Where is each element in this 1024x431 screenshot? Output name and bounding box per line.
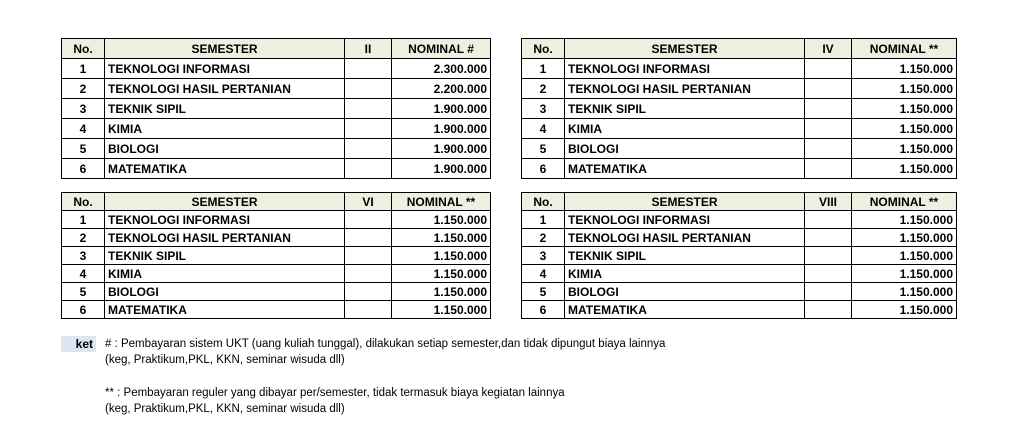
row-program: BIOLOGI [105,283,345,301]
row-program: KIMIA [105,265,345,283]
row-no: 4 [62,265,105,283]
row-no: 6 [522,159,565,179]
row-no: 5 [522,139,565,159]
row-no: 3 [62,99,105,119]
row-program: BIOLOGI [105,139,345,159]
fee-table-semester-viii [521,192,957,319]
header-semester-number: VIII [805,193,852,211]
table-row [62,265,491,283]
row-nominal: 1.150.000 [852,139,957,159]
row-nominal: 2.300.000 [392,59,491,79]
table-row [62,159,491,179]
table-row [522,229,957,247]
table-row [522,159,957,179]
row-nominal: 1.900.000 [392,139,491,159]
row-program: TEKNOLOGI INFORMASI [105,211,345,229]
row-nominal: 1.150.000 [392,301,491,319]
row-no: 1 [62,211,105,229]
row-program: MATEMATIKA [565,159,805,179]
row-program: TEKNOLOGI HASIL PERTANIAN [105,229,345,247]
row-nominal: 1.150.000 [852,229,957,247]
table-row [522,59,957,79]
row-program: KIMIA [105,119,345,139]
row-program: TEKNIK SIPIL [565,247,805,265]
table-header-row [522,193,957,211]
table-row [62,139,491,159]
table-row [62,229,491,247]
header-semester: SEMESTER [565,193,805,211]
row-program: MATEMATIKA [105,301,345,319]
row-program: KIMIA [565,265,805,283]
row-nominal: 1.150.000 [852,247,957,265]
row-empty-cell [345,159,392,179]
row-empty-cell [805,265,852,283]
row-no: 1 [522,59,565,79]
table-row [62,247,491,265]
row-empty-cell [805,79,852,99]
fee-table-semester-iv [521,38,957,179]
row-program: TEKNIK SIPIL [105,247,345,265]
row-program: TEKNOLOGI INFORMASI [565,211,805,229]
row-nominal: 1.150.000 [852,283,957,301]
row-nominal: 1.150.000 [852,119,957,139]
row-nominal: 1.150.000 [852,79,957,99]
table-row [522,247,957,265]
row-empty-cell [805,301,852,319]
table-row [522,139,957,159]
ket-label: ket [61,336,96,352]
table-row [62,211,491,229]
row-nominal: 1.150.000 [852,265,957,283]
table-row [62,59,491,79]
header-nominal: NOMINAL ** [392,193,491,211]
row-empty-cell [805,139,852,159]
table-header-row [62,39,491,59]
row-no: 3 [522,247,565,265]
row-empty-cell [345,59,392,79]
header-no: No. [62,193,105,211]
header-semester: SEMESTER [105,193,345,211]
row-empty-cell [345,283,392,301]
row-program: TEKNOLOGI INFORMASI [105,59,345,79]
row-program: TEKNOLOGI HASIL PERTANIAN [565,79,805,99]
header-semester-number: II [345,39,392,59]
row-empty-cell [805,59,852,79]
row-program: BIOLOGI [565,283,805,301]
row-empty-cell [805,247,852,265]
header-semester: SEMESTER [565,39,805,59]
row-nominal: 1.150.000 [392,283,491,301]
header-no: No. [62,39,105,59]
note-reguler-line2: (keg, Praktikum,PKL, KKN, seminar wisuda dll) [105,403,345,415]
row-nominal: 1.900.000 [392,99,491,119]
row-no: 5 [522,283,565,301]
row-empty-cell [345,301,392,319]
row-nominal: 2.200.000 [392,79,491,99]
row-program: TEKNOLOGI INFORMASI [565,59,805,79]
row-no: 2 [62,79,105,99]
row-nominal: 1.150.000 [852,99,957,119]
header-nominal: NOMINAL # [392,39,491,59]
row-no: 5 [62,283,105,301]
row-empty-cell [345,211,392,229]
row-empty-cell [805,229,852,247]
note-reguler-line1: ** : Pembayaran reguler yang dibayar per/semester, tidak termasuk biaya kegiatan lainnya [105,387,565,399]
table-row [522,99,957,119]
row-empty-cell [805,159,852,179]
header-no: No. [522,193,565,211]
note-ukt-line1: # : Pembayaran sistem UKT (uang kuliah tunggal), dilakukan setiap semester,dan tidak dipungut biaya lainnya [105,338,666,350]
row-nominal: 1.150.000 [392,229,491,247]
table-row [522,79,957,99]
table-row [62,99,491,119]
row-empty-cell [345,79,392,99]
row-no: 6 [62,301,105,319]
row-empty-cell [805,119,852,139]
table-row [522,301,957,319]
row-nominal: 1.150.000 [852,301,957,319]
row-empty-cell [345,119,392,139]
row-program: KIMIA [565,119,805,139]
row-no: 3 [522,99,565,119]
header-nominal: NOMINAL ** [852,193,957,211]
table-row [522,265,957,283]
row-no: 4 [62,119,105,139]
row-program: MATEMATIKA [105,159,345,179]
row-nominal: 1.150.000 [852,159,957,179]
table-row [62,283,491,301]
table-header-row [62,193,491,211]
row-no: 4 [522,265,565,283]
row-program: TEKNIK SIPIL [565,99,805,119]
row-empty-cell [805,99,852,119]
row-program: TEKNIK SIPIL [105,99,345,119]
row-no: 1 [522,211,565,229]
fee-table-semester-vi [61,192,491,319]
header-no: No. [522,39,565,59]
header-semester-number: IV [805,39,852,59]
row-nominal: 1.150.000 [392,265,491,283]
note-reguler [105,385,565,417]
row-nominal: 1.900.000 [392,119,491,139]
table-row [522,283,957,301]
row-no: 5 [62,139,105,159]
note-ukt [105,336,665,368]
row-program: TEKNOLOGI HASIL PERTANIAN [105,79,345,99]
row-empty-cell [805,283,852,301]
row-no: 6 [522,301,565,319]
table-row [522,211,957,229]
row-program: MATEMATIKA [565,301,805,319]
row-program: TEKNOLOGI HASIL PERTANIAN [565,229,805,247]
row-no: 6 [62,159,105,179]
table-row [522,119,957,139]
header-semester-number: VI [345,193,392,211]
row-no: 2 [522,229,565,247]
row-nominal: 1.900.000 [392,159,491,179]
row-empty-cell [345,229,392,247]
row-empty-cell [345,99,392,119]
row-no: 4 [522,119,565,139]
row-no: 1 [62,59,105,79]
row-nominal: 1.150.000 [392,247,491,265]
row-empty-cell [345,247,392,265]
row-empty-cell [805,211,852,229]
row-no: 3 [62,247,105,265]
header-nominal: NOMINAL ** [852,39,957,59]
row-no: 2 [522,79,565,99]
table-row [62,79,491,99]
row-program: BIOLOGI [565,139,805,159]
row-nominal: 1.150.000 [852,211,957,229]
row-empty-cell [345,139,392,159]
note-ukt-line2: (keg, Praktikum,PKL, KKN, seminar wisuda dll) [105,354,345,366]
row-nominal: 1.150.000 [852,59,957,79]
header-semester: SEMESTER [105,39,345,59]
row-no: 2 [62,229,105,247]
table-header-row [522,39,957,59]
row-empty-cell [345,265,392,283]
fee-table-semester-ii [61,38,491,179]
table-row [62,301,491,319]
table-row [62,119,491,139]
row-nominal: 1.150.000 [392,211,491,229]
